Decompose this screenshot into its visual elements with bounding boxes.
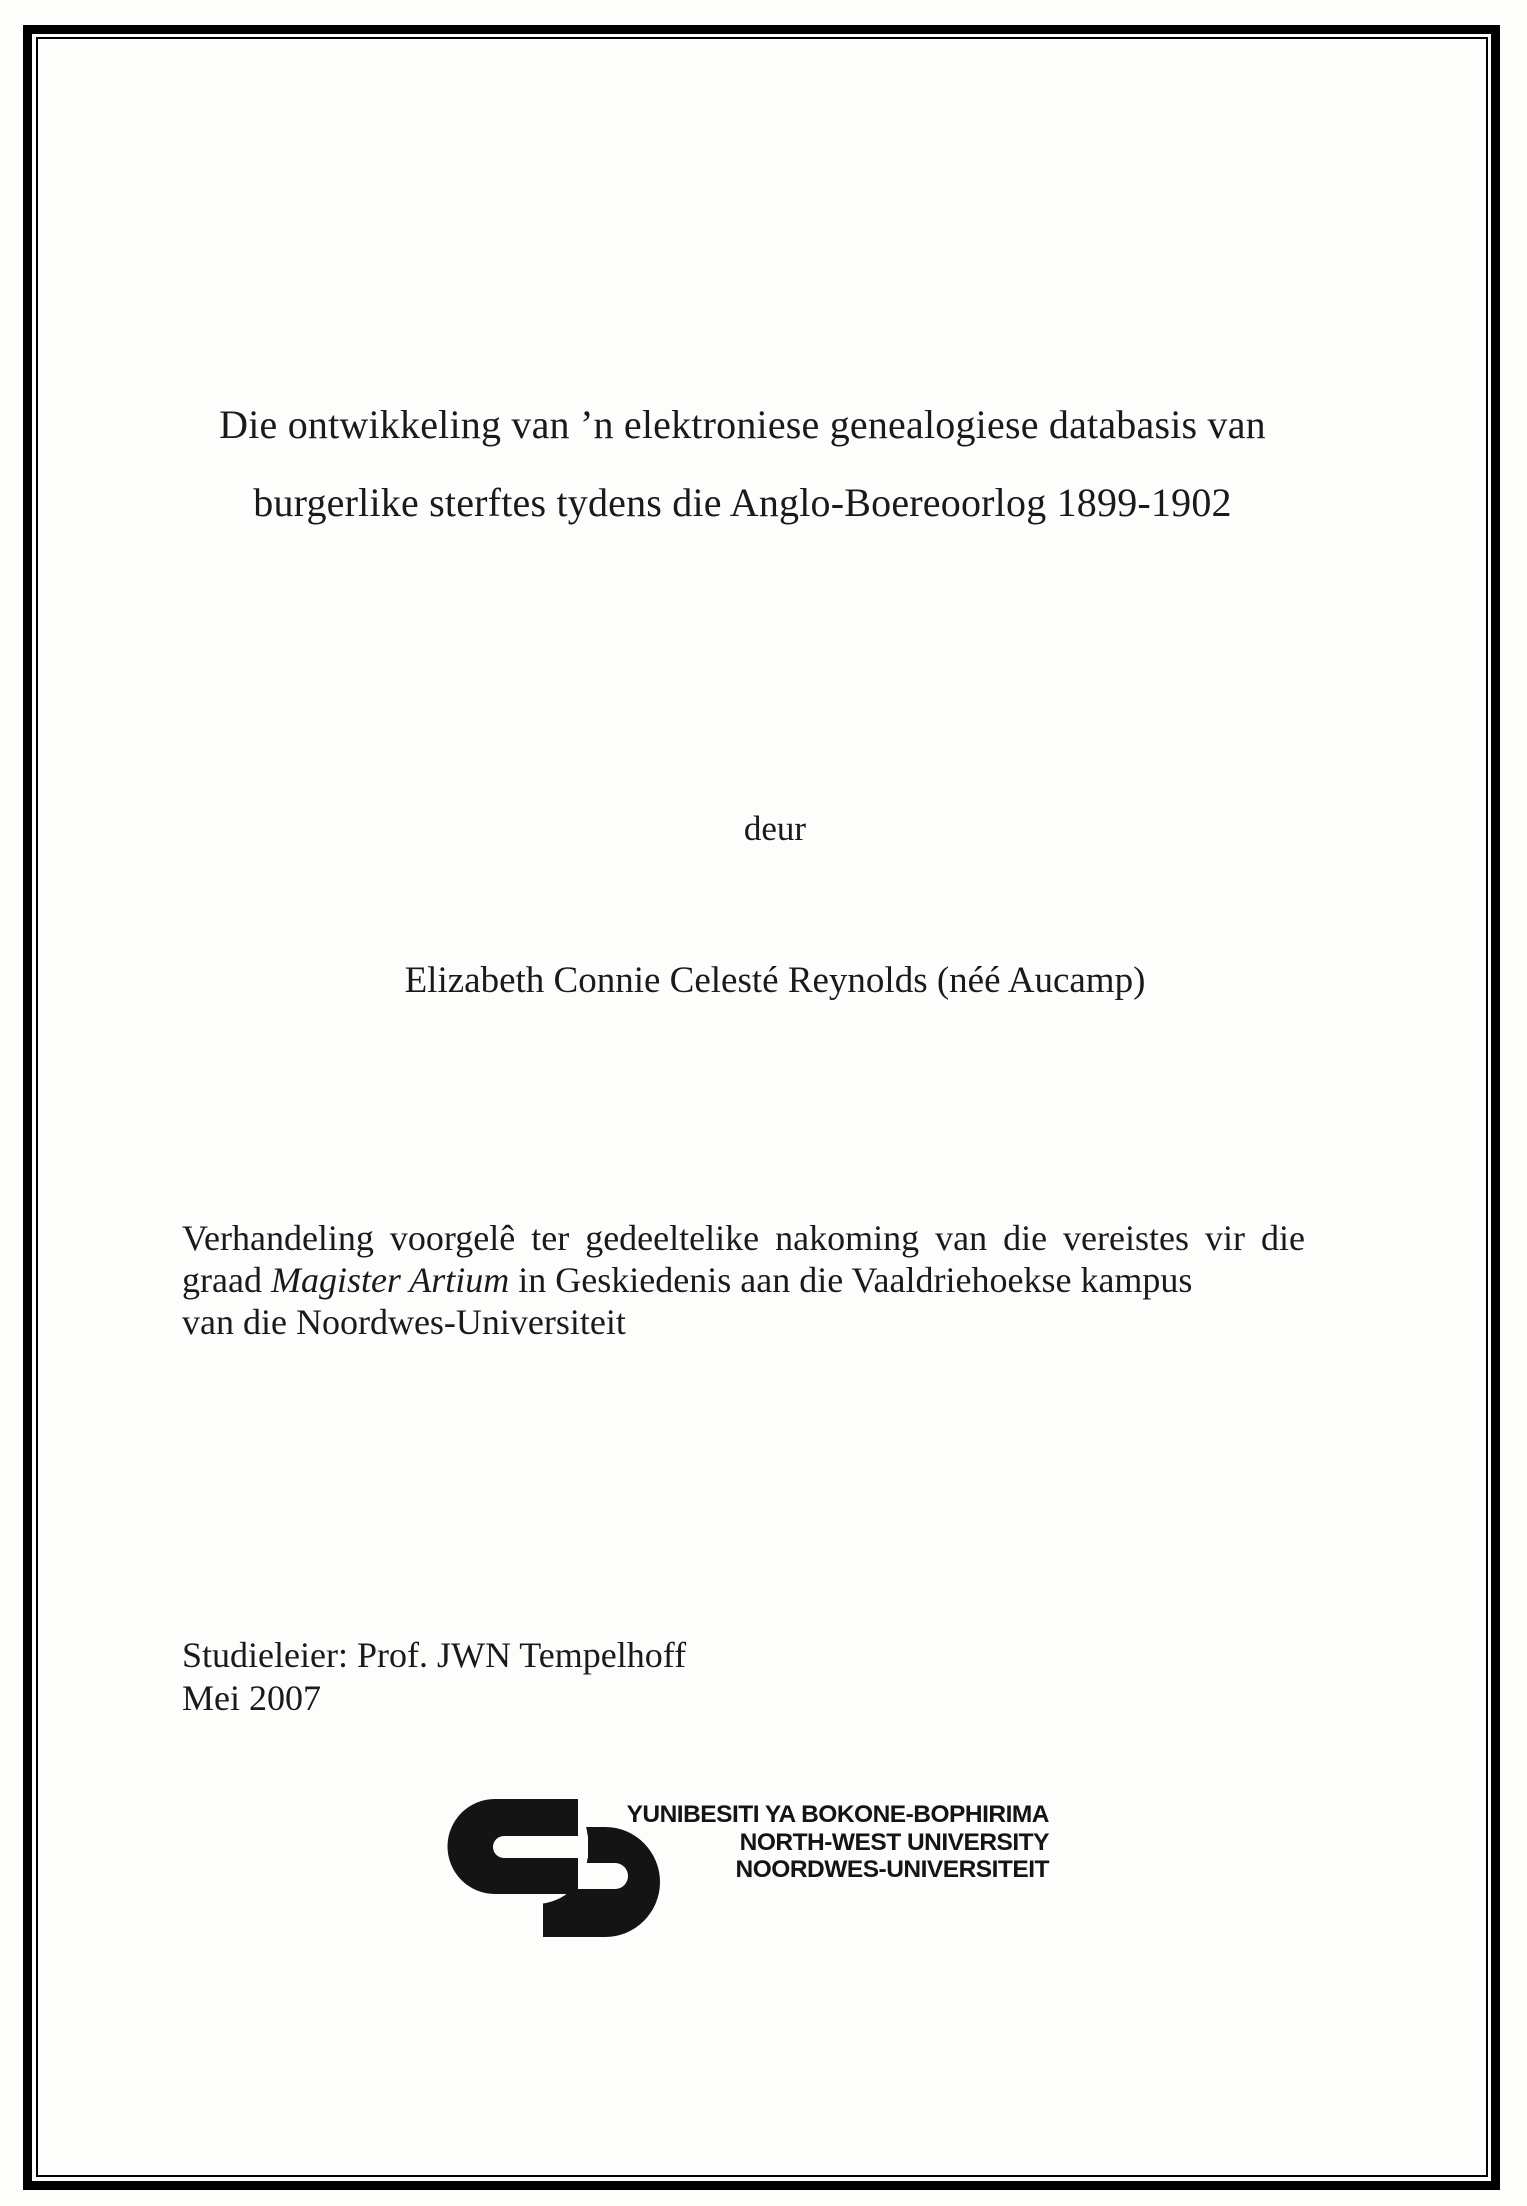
logo-text-line-3: NOORDWES-UNIVERSITEIT [735, 1856, 1049, 1884]
university-logo-text [588, 1801, 1049, 1884]
supervisor-block [182, 1634, 686, 1720]
degree-statement-line-1: Verhandeling voorgelê ter gedeeltelike nakoming van die vereistes vir die [182, 1218, 1305, 1258]
date-line: Mei 2007 [182, 1678, 321, 1718]
degree-statement-line-2-pre: graad [182, 1260, 271, 1300]
thesis-title [160, 386, 1325, 542]
degree-statement [182, 1217, 1347, 1343]
author-name: Elizabeth Connie Celesté Reynolds (néé Aucamp) [404, 960, 1146, 1001]
title-line-2: burgerlike sterftes tydens die Anglo-Boereoorlog 1899-1902 [253, 480, 1232, 525]
supervisor-line: Studieleier: Prof. JWN Tempelhoff [182, 1635, 687, 1675]
title-line-1: Die ontwikkeling van ’n elektroniese genealogiese databasis van [219, 402, 1266, 447]
byline-label: deur [743, 809, 807, 848]
degree-statement-line-3: van die Noordwes-Universiteit [182, 1302, 626, 1342]
degree-statement-line-2 [182, 1259, 1347, 1301]
logo-text-line-1: YUNIBESITI YA BOKONE-BOPHIRIMA [626, 1801, 1049, 1828]
logo-text-line-2: NORTH-WEST UNIVERSITY [739, 1828, 1049, 1856]
degree-name-italic: Magister Artium [270, 1260, 510, 1300]
degree-statement-line-2-post: in Geskiedenis aan die Vaaldriehoekse kampus [509, 1260, 1193, 1300]
